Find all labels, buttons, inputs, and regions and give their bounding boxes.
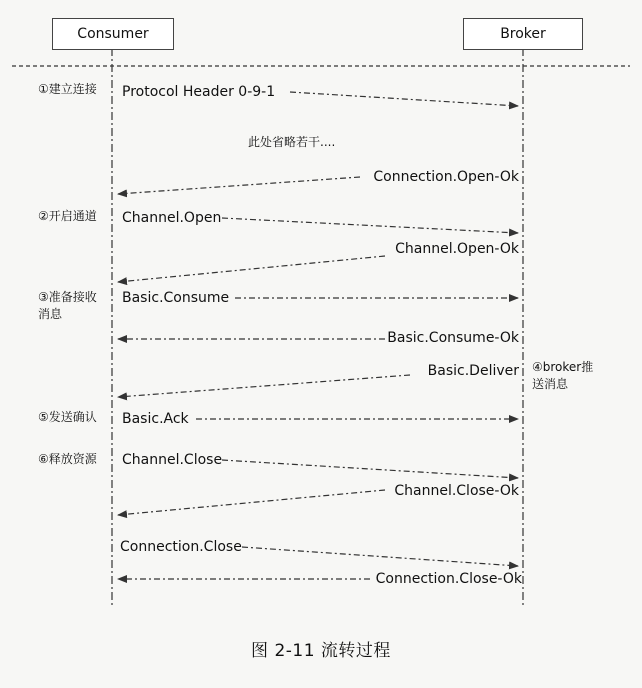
step-3-label-line2: 消息 [38,307,63,321]
arrow-basic-deliver [118,375,410,397]
msg-connection-close-ok: Connection.Close-Ok [375,571,522,587]
omitted-note: 此处省略若干.... [248,135,336,149]
consumer-box [52,18,174,50]
figure-caption: 图 2-11 流转过程 [251,641,391,661]
arrow-channel-close [222,460,518,478]
broker-label: Broker [500,26,546,42]
msg-channel-open-ok: Channel.Open-Ok [395,241,519,257]
step-1-label: ①建立连接 [38,82,97,96]
msg-basic-consume-ok: Basic.Consume-Ok [387,330,519,346]
msg-basic-ack: Basic.Ack [122,411,189,427]
msg-basic-consume: Basic.Consume [122,290,230,306]
step-3-label-line1: ③准备接收 [38,290,97,304]
step-5-label: ⑤发送确认 [38,410,97,424]
arrow-channel-close-ok [118,490,385,515]
arrow-connection-close [242,547,518,566]
msg-channel-close-ok: Channel.Close-Ok [394,483,519,499]
step-4-label-line2: 送消息 [532,377,569,391]
msg-basic-deliver: Basic.Deliver [427,363,519,379]
msg-connection-close: Connection.Close [120,539,242,555]
step-2-label: ②开启通道 [38,209,97,223]
arrow-channel-open [222,218,518,233]
arrow-protocol-header [290,92,518,106]
msg-connection-open-ok: Connection.Open-Ok [373,169,519,185]
arrow-connection-open-ok [118,177,360,194]
broker-box [463,18,583,50]
msg-protocol-header: Protocol Header 0-9-1 [122,84,276,100]
arrow-channel-open-ok [118,256,385,282]
consumer-label: Consumer [77,26,149,42]
msg-channel-open: Channel.Open [122,210,222,226]
msg-channel-close: Channel.Close [122,452,223,468]
step-6-label: ⑥释放资源 [38,452,97,466]
step-4-label-line1: ④broker推 [532,360,594,374]
